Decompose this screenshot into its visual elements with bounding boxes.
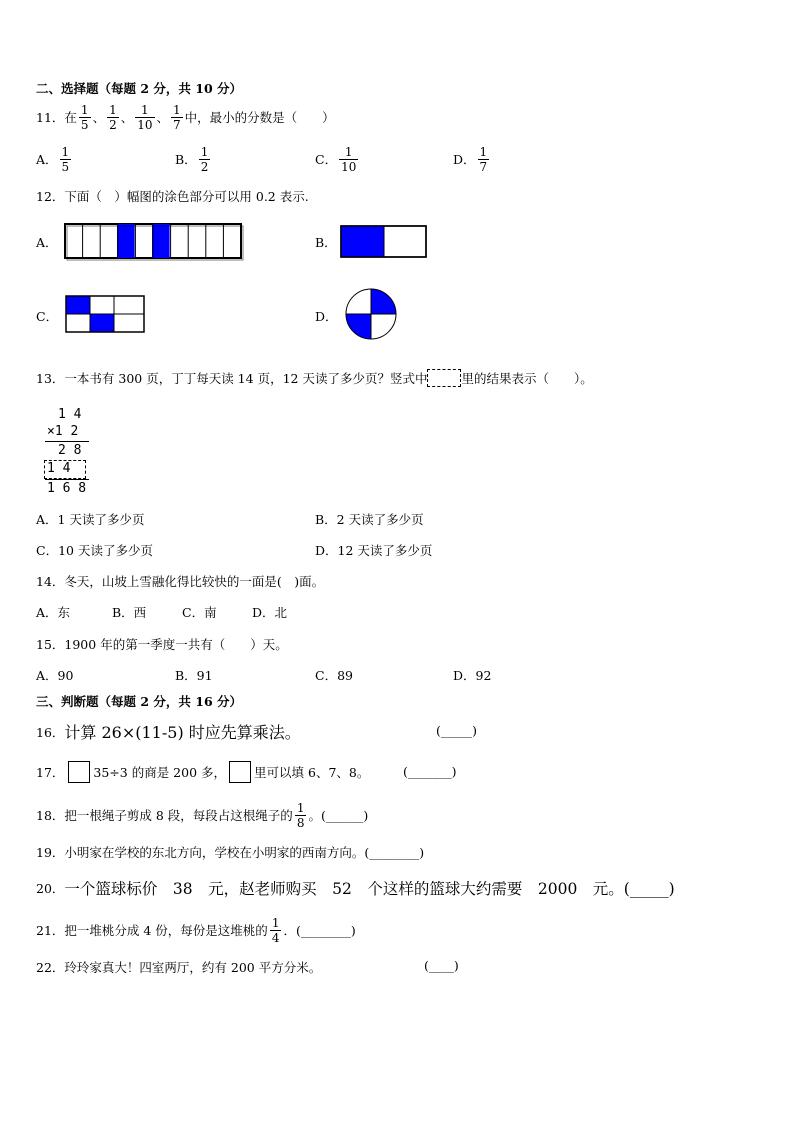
q11-fraction-3: $\frac{1}{10}$ bbox=[137, 102, 153, 132]
question-11 bbox=[36, 98, 335, 136]
q15-option-a[interactable]: A．90 bbox=[36, 668, 74, 683]
calc-line-3: 2 8 bbox=[58, 443, 82, 458]
q16-answer-blank[interactable]: (_____) bbox=[436, 723, 478, 738]
q11-fraction-2: $\frac{1}{2}$ bbox=[109, 102, 117, 132]
q17-box-2[interactable] bbox=[229, 761, 251, 783]
question-21: 21．把一堆桃分成 4 份，每份是这堆桃的 $\frac{1}{4}$ ．(________) bbox=[36, 915, 356, 945]
q13-dashed-box bbox=[427, 369, 461, 387]
q12-figure-a[interactable] bbox=[64, 223, 244, 261]
calc-line-5: 1 6 8 bbox=[47, 481, 87, 496]
section-3-title: 三、判断题（每题 2 分，共 16 分） bbox=[36, 694, 243, 709]
calc-line-2: ×1 2 bbox=[47, 424, 79, 439]
q15-option-b[interactable]: B．91 bbox=[175, 668, 213, 683]
q11-sep: 、 bbox=[156, 110, 170, 125]
q15-option-c[interactable]: C．89 bbox=[315, 668, 353, 683]
q12-label-d[interactable]: D． bbox=[315, 309, 338, 324]
q12-figure-d[interactable] bbox=[344, 287, 398, 341]
calc-rule-1 bbox=[45, 441, 89, 442]
q14-option-c[interactable]: C．南 bbox=[182, 605, 217, 620]
calc-line-4: 1 4 bbox=[47, 461, 71, 476]
question-13 bbox=[36, 369, 593, 387]
q11-option-c[interactable]: C． $\frac{1}{10}$ bbox=[315, 144, 357, 174]
q15-option-d[interactable]: D．92 bbox=[453, 668, 492, 683]
q11-option-d[interactable]: D． $\frac{1}{7}$ bbox=[453, 144, 488, 174]
q11-pre: 在 bbox=[64, 110, 77, 125]
q11-sep: 、 bbox=[92, 110, 106, 125]
q12-figure-b[interactable] bbox=[340, 225, 430, 259]
q13-option-b[interactable]: B．2 天读了多少页 bbox=[315, 512, 424, 527]
question-20: 20． 一个篮球标价 38 元，赵老师购买 52 个这样的篮球大约需要 2000 元。(_____) bbox=[36, 877, 675, 899]
q17-box-1[interactable] bbox=[68, 761, 90, 783]
question-18: 18．把一根绳子剪成 8 段，每段占这根绳子的 $\frac{1}{8}$ 。(______) bbox=[36, 800, 369, 830]
q12-label-a[interactable]: A． bbox=[36, 235, 58, 250]
q11-sep: 、 bbox=[120, 110, 134, 125]
q21-answer-blank[interactable]: ．(________) bbox=[283, 923, 356, 938]
question-12: 12．下面（ ）幅图的涂色部分可以用 0.2 表示. bbox=[36, 189, 309, 204]
q11-fraction-1: $\frac{1}{5}$ bbox=[80, 102, 89, 132]
q17-answer-blank[interactable]: (_______) bbox=[403, 764, 457, 779]
q18-answer-blank[interactable]: 。(______) bbox=[308, 808, 369, 823]
q18-fraction: $\frac{1}{8}$ bbox=[296, 800, 305, 830]
section-2-title: 二、选择题（每题 2 分，共 10 分） bbox=[36, 81, 243, 96]
q13-option-a[interactable]: A．1 天读了多少页 bbox=[36, 512, 145, 527]
question-16: 16． 计算 26×(11-5) 时应先算乘法。 bbox=[36, 720, 301, 743]
q12-label-b[interactable]: B． bbox=[315, 235, 337, 250]
q12-figure-c[interactable] bbox=[65, 295, 147, 335]
q11-fraction-4: $\frac{1}{7}$ bbox=[173, 102, 181, 132]
q14-option-d[interactable]: D．北 bbox=[252, 605, 288, 620]
q13-post: 里的结果表示（ ）。 bbox=[461, 371, 593, 386]
q14-option-a[interactable]: A．东 bbox=[36, 605, 71, 620]
calc-rule-2 bbox=[45, 479, 89, 480]
q11-number: 11． bbox=[36, 110, 65, 125]
question-14: 14．冬天，山坡上雪融化得比较快的一面是( )面。 bbox=[36, 574, 325, 589]
q22-answer-blank[interactable]: (____) bbox=[424, 958, 459, 973]
q12-label-c[interactable]: C． bbox=[36, 309, 59, 324]
question-19: 19．小明家在学校的东北方向，学校在小明家的西南方向。(________) bbox=[36, 845, 425, 860]
q13-pre: 13．一本书有 300 页，丁丁每天读 14 页，12 天读了多少页？竖式中 bbox=[36, 371, 428, 386]
q16-text: 计算 26×(11-5) 时应先算乘法。 bbox=[64, 723, 301, 742]
q14-option-b[interactable]: B．西 bbox=[112, 605, 147, 620]
q13-option-c[interactable]: C．10 天读了多少页 bbox=[36, 543, 153, 558]
q11-option-a[interactable]: A． $\frac{1}{5}$ bbox=[36, 144, 70, 174]
q13-option-d[interactable]: D．12 天读了多少页 bbox=[315, 543, 433, 558]
q20-text: 一个篮球标价 38 元，赵老师购买 52 个这样的篮球大约需要 2000 元。(_____) bbox=[64, 880, 675, 898]
q21-fraction: $\frac{1}{4}$ bbox=[271, 915, 280, 945]
question-17: 17． 35÷3 的商是 200 多， 里可以填 6、7、8。 bbox=[36, 761, 369, 783]
q11-post: 中，最小的分数是（ ） bbox=[184, 110, 335, 125]
q11-option-b[interactable]: B． $\frac{1}{2}$ bbox=[175, 144, 209, 174]
question-22: 22．玲玲家真大！四室两厅，约有 200 平方分米。 bbox=[36, 960, 322, 975]
question-15: 15．1900 年的第一季度一共有（ ）天。 bbox=[36, 637, 288, 652]
calc-line-1: 1 4 bbox=[58, 407, 82, 422]
